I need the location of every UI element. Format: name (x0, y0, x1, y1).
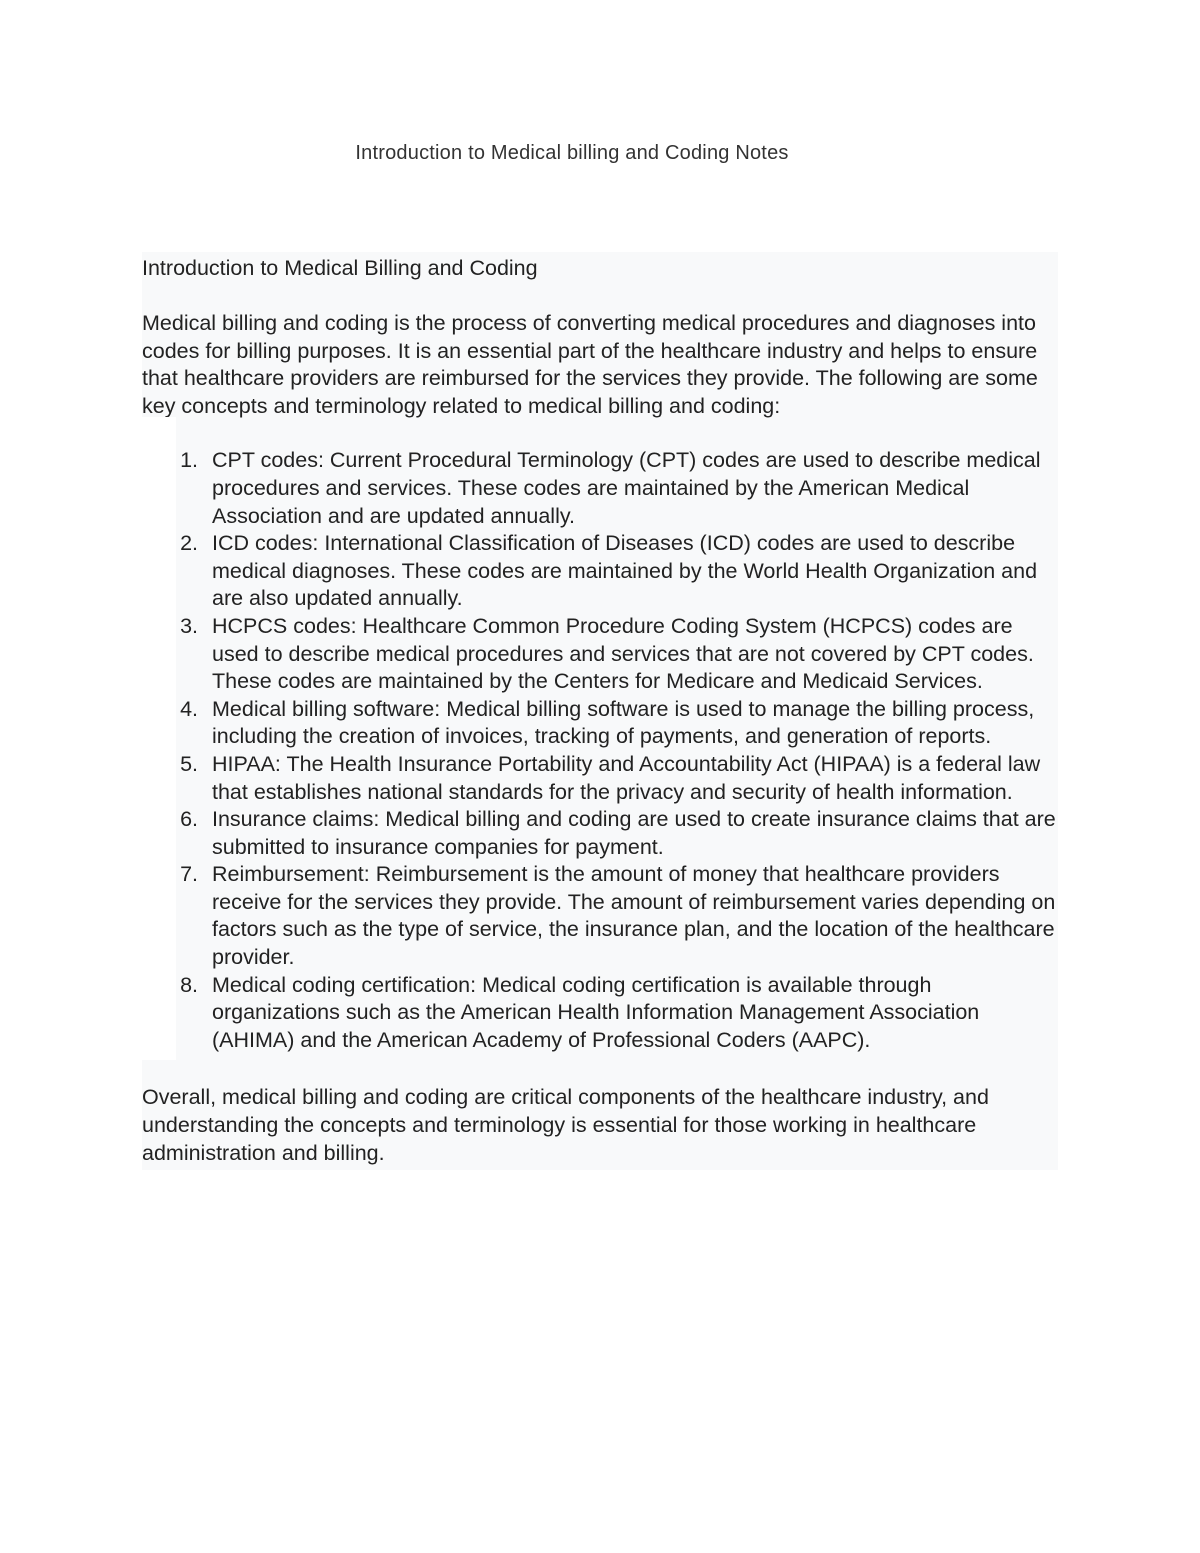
list-item (142, 696, 1058, 751)
closing-paragraph: Overall, medical billing and coding are critical components of the healthcare industry, and understanding the concepts and terminology is essential for those working in healthcare administration and billing. (142, 1085, 989, 1165)
list-item-text: Reimbursement: Reimbursement is the amount of money that healthcare providers receive for the services they provide. The amount of reimbursement varies depending on factors such as the type of service, the insurance plan, and the location of the healthcare provider. (212, 862, 1056, 970)
list-item (142, 530, 1058, 613)
list-item-number: 5. (180, 751, 198, 776)
list-item (142, 751, 1058, 806)
list-item-text: Insurance claims: Medical billing and coding are used to create insurance claims that are submitted to insurance companies for payment. (212, 807, 1056, 859)
list-item-number: 4. (180, 696, 198, 721)
list-item-text: Medical coding certification: Medical coding certification is available through organizations such as the American Health Information Management Association (AHIMA) and the American Academy of Professional Coders (AAPC). (212, 972, 980, 1052)
list-item-number: 3. (180, 613, 198, 638)
list-item-number: 7. (180, 862, 198, 887)
list-item (142, 613, 1058, 696)
list-item-number: 2. (180, 531, 198, 556)
list-item-text: HIPAA: The Health Insurance Portability and Accountability Act (HIPAA) is a federal law that establishes national standards for the privacy and security of health information. (212, 751, 1041, 804)
list-item (142, 447, 1058, 530)
list-item-text: Medical billing software: Medical billing software is used to manage the billing process, including the creation of invoices, tracking of payments, and generation of reports. (212, 696, 1035, 749)
list-item-text: ICD codes: International Classification of Diseases (ICD) codes are used to describe medical diagnoses. These codes are maintained by the World Health Organization and are also updated annually. (212, 531, 1038, 611)
list-item-number: 6. (180, 807, 198, 832)
intro-paragraph: Medical billing and coding is the process of converting medical procedures and diagnoses into codes for billing purposes. It is an essential part of the healthcare industry and helps to ensure that healthcare providers are reimbursed for the services they provide. The following are some key concepts and terminology related to medical billing and coding: (142, 311, 1038, 418)
list-item-number: 8. (180, 972, 198, 997)
list-item (142, 861, 1058, 971)
topic-list (142, 447, 1058, 1054)
list-item (142, 972, 1058, 1055)
page-title: Introduction to Medical billing and Coding Notes (355, 142, 789, 164)
list-item (142, 806, 1058, 861)
list-item-number: 1. (180, 448, 198, 473)
section-heading: Introduction to Medical Billing and Coding (142, 256, 538, 280)
list-item-text: HCPCS codes: Healthcare Common Procedure Coding System (HCPCS) codes are used to describe medical procedures and services that are not covered by CPT codes. These codes are maintained by the Centers for Medicare and Medicaid Services. (212, 613, 1034, 694)
content-block (142, 252, 1058, 1170)
list-item-text: CPT codes: Current Procedural Terminology (CPT) codes are used to describe medical procedures and services. These codes are maintained by the American Medical Association and are updated annually. (212, 448, 1041, 528)
